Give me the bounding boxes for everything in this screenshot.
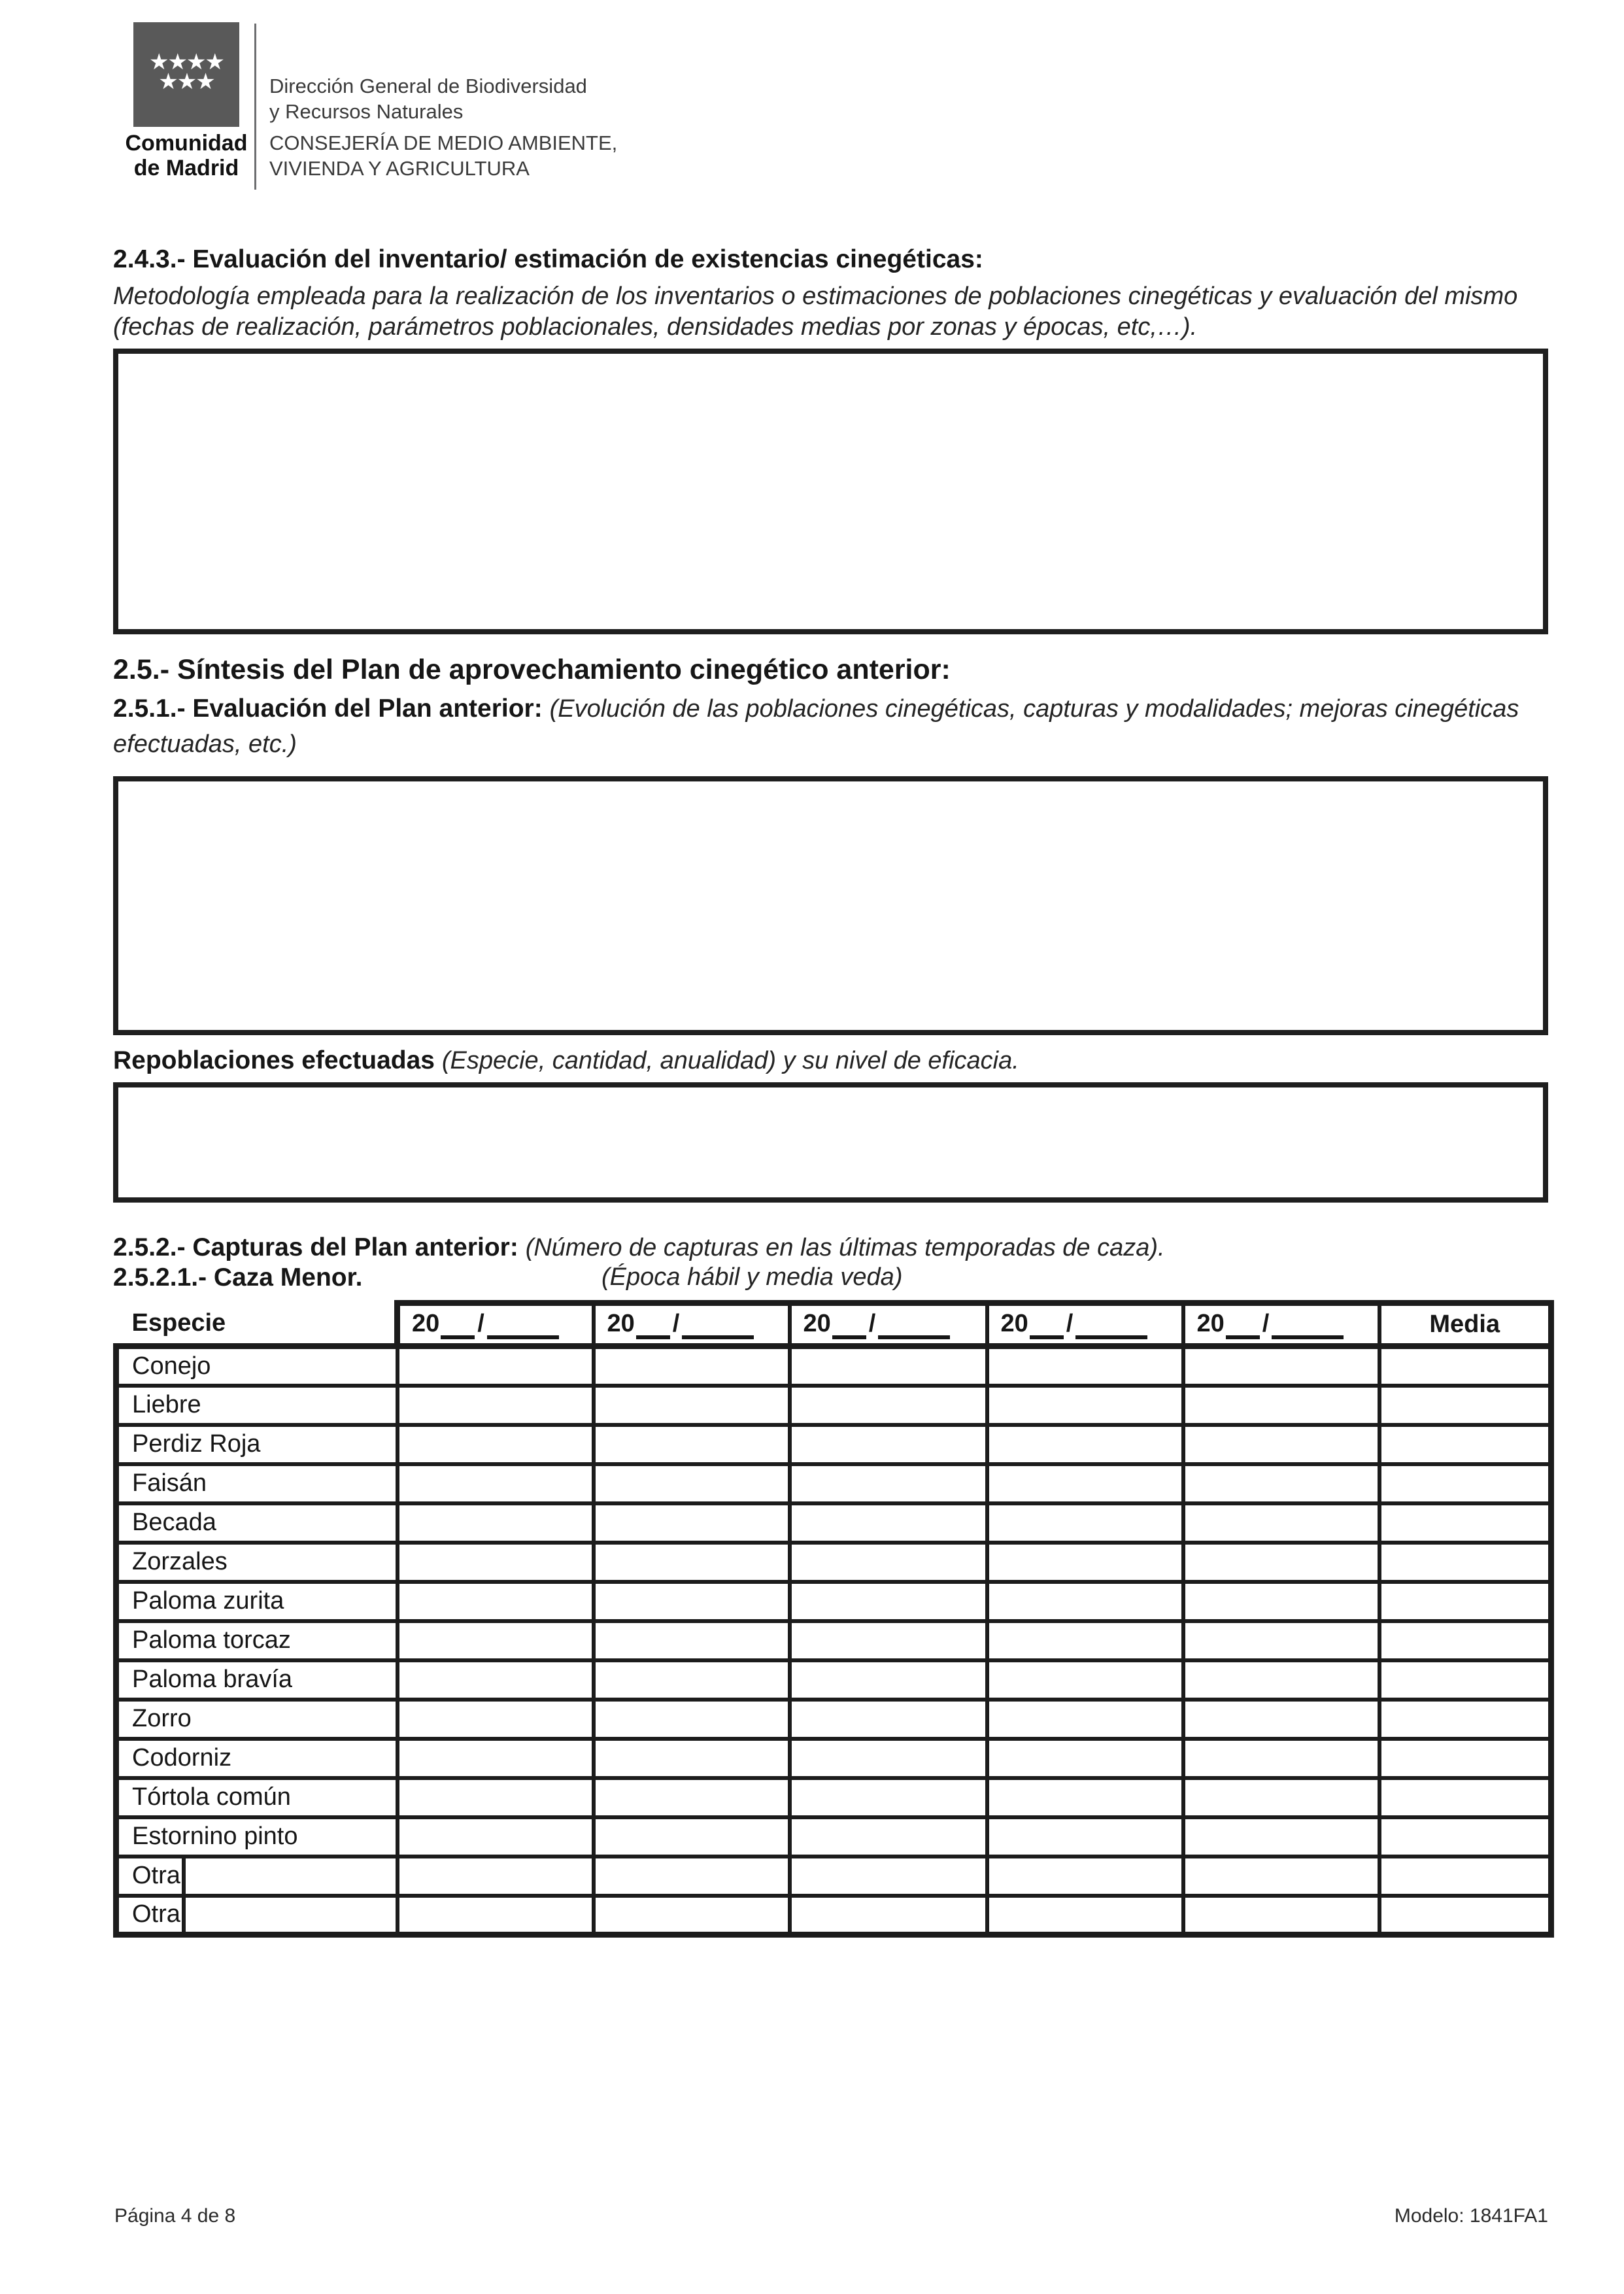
capture-input-cell[interactable] — [594, 1425, 790, 1464]
media-input-cell[interactable] — [1379, 1817, 1551, 1857]
species-label-cell — [116, 1660, 398, 1700]
table-row — [116, 1582, 1551, 1621]
table-row — [116, 1621, 1551, 1660]
heading-2-5-2-1-label: 2.5.2.1.- Caza Menor. — [113, 1263, 363, 1292]
year-column-header-4 — [987, 1303, 1183, 1346]
capture-input-cell[interactable] — [398, 1660, 594, 1700]
otra-label: Otra — [119, 1898, 186, 1932]
species-label: Conejo — [132, 1352, 211, 1380]
captures-table — [113, 1300, 1554, 1938]
year-blank-field[interactable] — [878, 1335, 950, 1339]
species-label: Tórtola común — [132, 1783, 291, 1811]
especie-column-header: Especie — [116, 1303, 398, 1346]
year-blank-field[interactable] — [1075, 1335, 1147, 1339]
year-prefix: 20 — [1196, 1310, 1225, 1337]
species-label: Liebre — [132, 1391, 201, 1418]
year-column-header-2 — [594, 1303, 790, 1346]
capture-input-cell[interactable] — [987, 1778, 1183, 1817]
capture-input-cell[interactable] — [1183, 1543, 1379, 1582]
capture-input-cell[interactable] — [594, 1896, 790, 1935]
capture-input-cell[interactable] — [594, 1503, 790, 1543]
table-row-otra — [116, 1896, 1551, 1935]
media-input-cell[interactable] — [1379, 1503, 1551, 1543]
species-label: Becada — [132, 1509, 216, 1536]
capture-input-cell[interactable] — [790, 1425, 987, 1464]
capture-input-cell[interactable] — [594, 1543, 790, 1582]
inventory-evaluation-textbox[interactable] — [113, 349, 1548, 634]
repoblaciones-description: (Especie, cantidad, anualidad) y su nivel de eficacia. — [441, 1047, 1019, 1074]
previous-plan-evaluation-textbox[interactable] — [113, 776, 1548, 1035]
media-input-cell[interactable] — [1379, 1660, 1551, 1700]
species-label-cell — [116, 1621, 398, 1660]
heading-2-5-2-1 — [113, 1263, 1548, 1296]
capture-input-cell[interactable] — [1183, 1386, 1379, 1425]
header-divider — [254, 24, 256, 190]
description-2-5-1: (Evolución de las poblaciones cinegéticas, capturas y modalidades; mejoras cinegéticas efectuadas, etc.) — [113, 695, 1519, 758]
year-blank-field[interactable] — [636, 1335, 670, 1339]
capture-input-cell[interactable] — [1183, 1464, 1379, 1503]
capture-input-cell[interactable] — [790, 1857, 987, 1896]
species-label: Faisán — [132, 1469, 207, 1497]
year-blank-field[interactable] — [832, 1335, 866, 1339]
species-label-cell — [116, 1543, 398, 1582]
year-blank-field[interactable] — [487, 1335, 559, 1339]
region-name: Comunidad de Madrid — [125, 131, 248, 180]
capture-input-cell[interactable] — [594, 1660, 790, 1700]
media-input-cell[interactable] — [1379, 1543, 1551, 1582]
year-column-header-3 — [790, 1303, 987, 1346]
year-blank-field[interactable] — [682, 1335, 754, 1339]
table-row — [116, 1660, 1551, 1700]
species-label: Paloma zurita — [132, 1587, 284, 1615]
capture-input-cell[interactable] — [987, 1857, 1183, 1896]
capture-input-cell[interactable] — [398, 1857, 594, 1896]
year-separator: / — [868, 1310, 876, 1337]
capture-input-cell[interactable] — [594, 1817, 790, 1857]
capture-input-cell[interactable] — [398, 1386, 594, 1425]
capture-input-cell[interactable] — [398, 1739, 594, 1778]
repoblaciones-label: Repoblaciones efectuadas — [113, 1046, 442, 1074]
table-row — [116, 1700, 1551, 1739]
capture-input-cell[interactable] — [987, 1386, 1183, 1425]
media-input-cell[interactable] — [1379, 1700, 1551, 1739]
capture-input-cell[interactable] — [987, 1660, 1183, 1700]
species-label-cell — [116, 1817, 398, 1857]
capture-input-cell[interactable] — [987, 1582, 1183, 1621]
capture-input-cell[interactable] — [790, 1778, 987, 1817]
year-prefix: 20 — [412, 1310, 440, 1337]
species-label-cell — [116, 1386, 398, 1425]
page-number: Página 4 de 8 — [114, 2205, 236, 2227]
heading-2-5: 2.5.- Síntesis del Plan de aprovechamiento cinegético anterior: — [113, 654, 951, 685]
year-blank-field[interactable] — [1226, 1335, 1260, 1339]
capture-input-cell[interactable] — [594, 1386, 790, 1425]
capture-input-cell[interactable] — [987, 1346, 1183, 1386]
year-blank-field[interactable] — [1272, 1335, 1344, 1339]
table-row — [116, 1464, 1551, 1503]
capture-input-cell[interactable] — [790, 1660, 987, 1700]
capture-input-cell[interactable] — [790, 1739, 987, 1778]
otra-cell — [116, 1857, 398, 1896]
org-line-4: VIVIENDA Y AGRICULTURA — [269, 157, 530, 180]
media-input-cell[interactable] — [1379, 1739, 1551, 1778]
species-label: Paloma torcaz — [132, 1626, 291, 1654]
capture-input-cell[interactable] — [1183, 1621, 1379, 1660]
org-line-1: Dirección General de Biodiversidad — [269, 75, 587, 97]
year-prefix: 20 — [1000, 1310, 1028, 1337]
description-2-4-3: Metodología empleada para la realización de los inventarios o estimaciones de poblaciones cinegéticas y evaluación del mismo (fechas de realización, parámetros poblacionales, densidades medias por zonas y épocas, etc,…). — [113, 282, 1518, 341]
description-2-5-2: (Número de capturas en las últimas temporadas de caza). — [525, 1234, 1165, 1261]
capture-input-cell[interactable] — [594, 1739, 790, 1778]
species-label-cell — [116, 1346, 398, 1386]
capture-input-cell[interactable] — [987, 1503, 1183, 1543]
species-label-cell — [116, 1582, 398, 1621]
capture-input-cell[interactable] — [398, 1621, 594, 1660]
year-blank-field[interactable] — [1030, 1335, 1064, 1339]
table-row — [116, 1425, 1551, 1464]
capture-input-cell[interactable] — [987, 1739, 1183, 1778]
capture-input-cell[interactable] — [398, 1464, 594, 1503]
capture-input-cell[interactable] — [398, 1503, 594, 1543]
capture-input-cell[interactable] — [987, 1464, 1183, 1503]
year-prefix: 20 — [607, 1310, 635, 1337]
heading-2-5-1-label: 2.5.1.- Evaluación del Plan anterior: — [113, 694, 550, 723]
capture-input-cell[interactable] — [594, 1700, 790, 1739]
table-row — [116, 1386, 1551, 1425]
otra-species-input[interactable] — [186, 1858, 396, 1894]
species-label: Paloma bravía — [132, 1666, 293, 1693]
capture-input-cell[interactable] — [987, 1700, 1183, 1739]
table-row — [116, 1503, 1551, 1543]
table-row-otra — [116, 1857, 1551, 1896]
media-input-cell[interactable] — [1379, 1857, 1551, 1896]
year-column-header-5 — [1183, 1303, 1379, 1346]
capture-input-cell[interactable] — [1183, 1896, 1379, 1935]
capture-input-cell[interactable] — [1183, 1660, 1379, 1700]
capture-input-cell[interactable] — [987, 1817, 1183, 1857]
capture-input-cell[interactable] — [398, 1582, 594, 1621]
species-label-cell — [116, 1700, 398, 1739]
species-label: Estornino pinto — [132, 1823, 298, 1850]
capture-input-cell[interactable] — [594, 1621, 790, 1660]
year-separator: / — [1066, 1310, 1074, 1337]
capture-input-cell[interactable] — [594, 1346, 790, 1386]
species-label-cell — [116, 1425, 398, 1464]
capture-input-cell[interactable] — [398, 1543, 594, 1582]
species-label: Zorzales — [132, 1548, 228, 1575]
table-row — [116, 1817, 1551, 1857]
otra-species-input[interactable] — [186, 1898, 396, 1932]
capture-input-cell[interactable] — [987, 1425, 1183, 1464]
capture-input-cell[interactable] — [398, 1700, 594, 1739]
table-row — [116, 1543, 1551, 1582]
table-row — [116, 1346, 1551, 1386]
capture-input-cell[interactable] — [987, 1621, 1183, 1660]
capture-input-cell[interactable] — [790, 1346, 987, 1386]
capture-input-cell[interactable] — [1183, 1503, 1379, 1543]
media-input-cell[interactable] — [1379, 1778, 1551, 1817]
capture-input-cell[interactable] — [790, 1817, 987, 1857]
capture-input-cell[interactable] — [987, 1543, 1183, 1582]
media-input-cell[interactable] — [1379, 1464, 1551, 1503]
heading-2-4-3: 2.4.3.- Evaluación del inventario/ estimación de existencias cinegéticas: — [113, 245, 983, 273]
species-label: Zorro — [132, 1705, 192, 1732]
otra-cell — [116, 1896, 398, 1935]
capture-input-cell[interactable] — [1183, 1700, 1379, 1739]
org-line-3: CONSEJERÍA DE MEDIO AMBIENTE, — [269, 131, 618, 154]
media-column-header: Media — [1379, 1303, 1551, 1346]
heading-2-5-2 — [113, 1232, 1548, 1268]
comunidad-madrid-logo — [133, 22, 239, 127]
species-label-cell — [116, 1739, 398, 1778]
capture-input-cell[interactable] — [1183, 1425, 1379, 1464]
capture-input-cell[interactable] — [987, 1896, 1183, 1935]
capture-input-cell[interactable] — [790, 1464, 987, 1503]
year-separator: / — [1262, 1310, 1270, 1337]
capture-input-cell[interactable] — [790, 1582, 987, 1621]
table-row — [116, 1739, 1551, 1778]
capture-input-cell[interactable] — [790, 1503, 987, 1543]
capture-input-cell[interactable] — [790, 1386, 987, 1425]
species-label: Perdiz Roja — [132, 1430, 261, 1458]
capture-input-cell[interactable] — [790, 1543, 987, 1582]
repoblaciones-textbox[interactable] — [113, 1082, 1548, 1203]
species-table-body — [116, 1346, 1551, 1935]
media-input-cell[interactable] — [1379, 1582, 1551, 1621]
repoblaciones-line — [113, 1045, 1548, 1081]
year-prefix: 20 — [803, 1310, 831, 1337]
capture-input-cell[interactable] — [1183, 1739, 1379, 1778]
capture-input-cell[interactable] — [790, 1700, 987, 1739]
species-label: Codorniz — [132, 1744, 232, 1772]
capture-input-cell[interactable] — [398, 1425, 594, 1464]
capture-input-cell[interactable] — [398, 1778, 594, 1817]
table-header-row — [116, 1303, 1551, 1346]
capture-input-cell[interactable] — [398, 1896, 594, 1935]
org-block — [269, 73, 617, 181]
species-label-cell — [116, 1503, 398, 1543]
media-input-cell[interactable] — [1379, 1386, 1551, 1425]
capture-input-cell[interactable] — [790, 1896, 987, 1935]
heading-2-5-2-label: 2.5.2.- Capturas del Plan anterior: — [113, 1233, 526, 1261]
capture-input-cell[interactable] — [1183, 1778, 1379, 1817]
capture-input-cell[interactable] — [398, 1346, 594, 1386]
capture-input-cell[interactable] — [1183, 1582, 1379, 1621]
org-line-2: y Recursos Naturales — [269, 100, 464, 123]
capture-input-cell[interactable] — [594, 1464, 790, 1503]
capture-input-cell[interactable] — [1183, 1857, 1379, 1896]
species-label-cell — [116, 1464, 398, 1503]
description-2-5-2-1: (Época hábil y media veda) — [601, 1263, 903, 1291]
media-input-cell[interactable] — [1379, 1896, 1551, 1935]
heading-2-5-1 — [113, 693, 1548, 764]
stars-icon: ★★★★ ★★★ — [149, 50, 224, 94]
table-row — [116, 1778, 1551, 1817]
capture-input-cell[interactable] — [594, 1778, 790, 1817]
capture-input-cell[interactable] — [398, 1817, 594, 1857]
capture-input-cell[interactable] — [594, 1857, 790, 1896]
year-separator: / — [477, 1310, 484, 1337]
model-number: Modelo: 1841FA1 — [1394, 2205, 1548, 2227]
media-input-cell[interactable] — [1379, 1425, 1551, 1464]
media-input-cell[interactable] — [1379, 1346, 1551, 1386]
species-label-cell — [116, 1778, 398, 1817]
otra-label: Otra — [119, 1858, 186, 1894]
media-input-cell[interactable] — [1379, 1621, 1551, 1660]
year-column-header-1 — [398, 1303, 594, 1346]
capture-input-cell[interactable] — [594, 1582, 790, 1621]
capture-input-cell[interactable] — [790, 1621, 987, 1660]
year-separator: / — [672, 1310, 680, 1337]
capture-input-cell[interactable] — [1183, 1817, 1379, 1857]
year-blank-field[interactable] — [441, 1335, 475, 1339]
capture-input-cell[interactable] — [1183, 1346, 1379, 1386]
